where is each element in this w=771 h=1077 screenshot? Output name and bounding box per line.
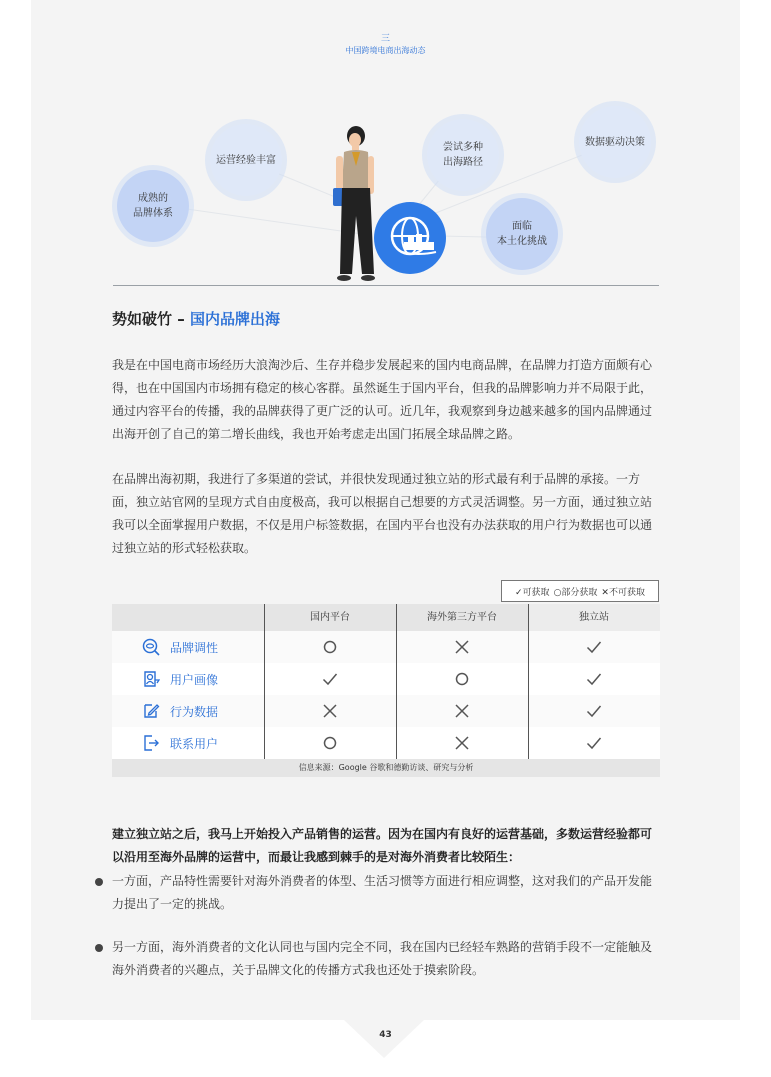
mark bbox=[264, 695, 396, 727]
table-divider bbox=[528, 604, 529, 759]
mark bbox=[264, 631, 396, 663]
bubble-paths: 尝试多种 出海路径 bbox=[427, 119, 499, 191]
table-divider bbox=[396, 604, 397, 759]
mark bbox=[528, 663, 660, 695]
table-body bbox=[112, 631, 660, 759]
row-label: 用户画像 bbox=[170, 672, 219, 687]
table-source: 信息来源：Google 谷歌和德勤访谈、研究与分析 bbox=[112, 759, 660, 777]
bubble-localization: 面临 本土化挑战 bbox=[486, 198, 558, 270]
comparison-table bbox=[112, 604, 660, 777]
section-title bbox=[112, 308, 280, 329]
mark bbox=[396, 695, 528, 727]
cross-mark-icon bbox=[454, 735, 470, 751]
row-label: 行为数据 bbox=[170, 704, 219, 719]
mark bbox=[528, 631, 660, 663]
check-mark-icon bbox=[586, 735, 602, 751]
mark bbox=[528, 695, 660, 727]
bubble-data-driven: 数据驱动决策 bbox=[579, 106, 651, 178]
section-number: 三 bbox=[380, 34, 390, 44]
circle-mark-icon bbox=[322, 735, 338, 751]
bubble-operations: 运营经验丰富 bbox=[210, 124, 282, 196]
table-header bbox=[112, 604, 660, 631]
user-profile-icon bbox=[142, 670, 160, 688]
mark bbox=[528, 727, 660, 759]
bullet-dot bbox=[95, 878, 103, 886]
legend-check: ✓可获取 bbox=[515, 587, 550, 598]
legend-circle: ○部分获取 bbox=[553, 587, 598, 598]
edit-data-icon bbox=[142, 702, 160, 720]
section-title-prefix: 势如破竹 – bbox=[112, 310, 190, 328]
col-header-overseas: 海外第三方平台 bbox=[427, 612, 497, 623]
lead-paragraph: 建立独立站之后，我马上开始投入产品销售的运营。因为在国内有良好的运营基础，多数运营经验都可以沿用至海外品牌的运营中，而最让我感到棘手的是对海外消费者比较陌生： bbox=[112, 827, 653, 864]
table-legend bbox=[501, 580, 659, 602]
bullet-dot bbox=[95, 944, 103, 952]
col-header-domestic: 国内平台 bbox=[310, 612, 350, 623]
bubble-brand-system: 成熟的 品牌体系 bbox=[117, 170, 189, 242]
row-label: 联系用户 bbox=[170, 736, 219, 751]
mark bbox=[264, 727, 396, 759]
check-mark-icon bbox=[586, 703, 602, 719]
table-divider bbox=[264, 604, 265, 759]
table-row bbox=[112, 727, 660, 759]
cross-mark-icon bbox=[454, 703, 470, 719]
table-row bbox=[112, 695, 660, 727]
table-row bbox=[112, 663, 660, 695]
table-row bbox=[112, 631, 660, 663]
chapter-title: 中国跨境电商出海动态 bbox=[345, 46, 426, 55]
cross-mark-icon bbox=[322, 703, 338, 719]
page-header bbox=[0, 34, 771, 57]
bullet-text-1: 一方面，产品特性需要针对海外消费者的体型、生活习惯等方面进行相应调整，这对我们的产品开发能力提出了一定的挑战。 bbox=[112, 874, 653, 911]
paragraph-1: 我是在中国电商市场经历大浪淘沙后、生存并稳步发展起来的国内电商品牌，在品牌力打造方面颇有心得，也在中国国内市场拥有稳定的核心客群。虽然诞生于国内平台，但我的品牌影响力并不局限于此，通过内容平台的传播，我的品牌获得了更广泛的认可。近几年，我观察到身边越来越多的国内品牌通过出海开创了自己的第二增长曲线，我也开始考虑走出国门拓展全球品牌之路。 bbox=[112, 358, 653, 441]
contact-exit-icon bbox=[142, 734, 160, 752]
paragraph-2: 在品牌出海初期，我进行了多渠道的尝试，并很快发现通过独立站的形式最有利于品牌的承接。一方面，独立站官网的呈现方式自由度极高，我可以根据自己想要的方式灵活调整。另一方面，通过独立站我可以全面掌握用户数据，不仅是用户标签数据，在国内平台也没有办法获取的用户行为数据也可以通过独立站的形式轻松获取。 bbox=[112, 472, 653, 555]
hero-illustration bbox=[100, 96, 670, 288]
mark bbox=[396, 727, 528, 759]
brand-eye-icon bbox=[142, 638, 160, 656]
legend-cross: ✕不可获取 bbox=[601, 587, 645, 598]
globe-ship-icon bbox=[372, 200, 448, 276]
section-title-highlight: 国内品牌出海 bbox=[189, 310, 280, 328]
page-number: 43 bbox=[379, 1030, 392, 1040]
col-header-independent: 独立站 bbox=[528, 604, 660, 631]
mark bbox=[396, 663, 528, 695]
row-label: 品牌调性 bbox=[170, 640, 219, 655]
check-mark-icon bbox=[586, 671, 602, 687]
bullet-text-2: 另一方面，海外消费者的文化认同也与国内完全不同，我在国内已经轻车熟路的营销手段不一定能触及海外消费者的兴趣点，关于品牌文化的传播方式我也还处于摸索阶段。 bbox=[112, 940, 653, 977]
circle-mark-icon bbox=[454, 671, 470, 687]
mark bbox=[264, 663, 396, 695]
check-mark-icon bbox=[322, 671, 338, 687]
hero-baseline bbox=[113, 285, 659, 286]
circle-mark-icon bbox=[322, 639, 338, 655]
mark bbox=[396, 631, 528, 663]
check-mark-icon bbox=[586, 639, 602, 655]
cross-mark-icon bbox=[454, 639, 470, 655]
